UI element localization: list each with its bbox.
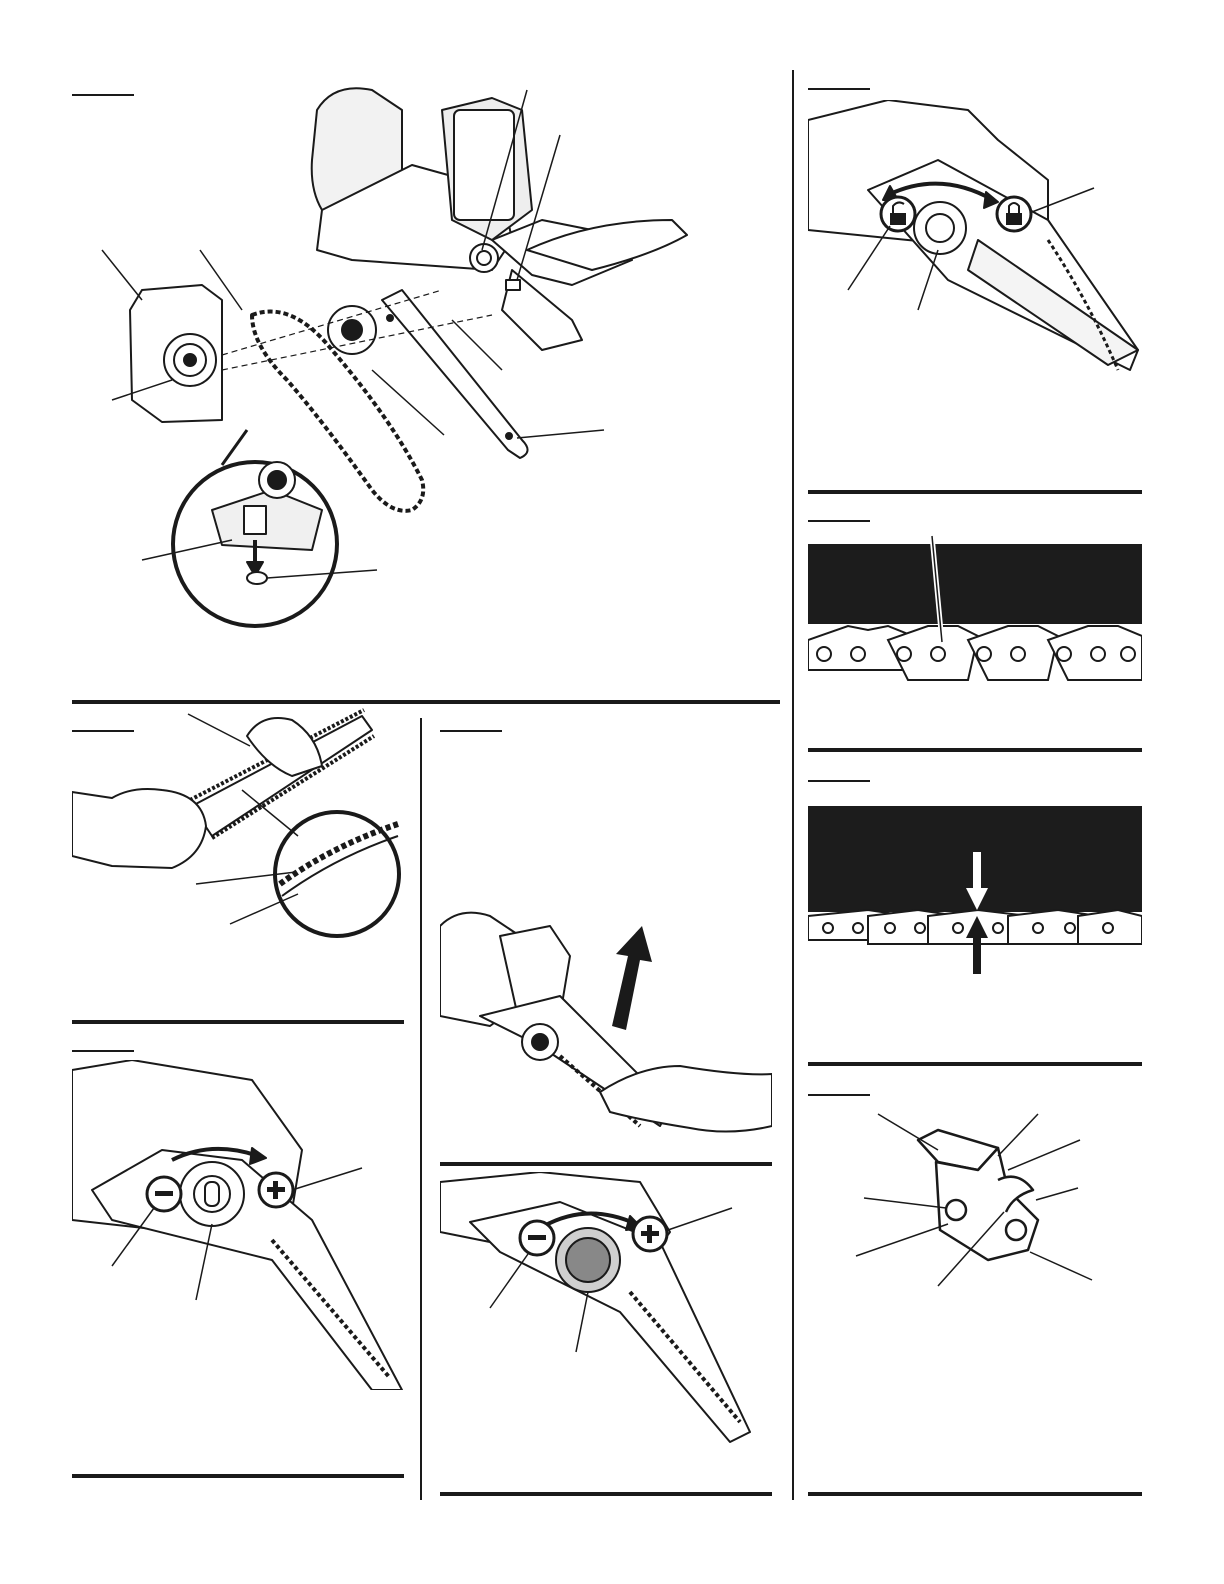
lift-bar-illustration (440, 906, 772, 1150)
fig-tag-link (808, 520, 870, 522)
lock-icon (997, 197, 1031, 231)
plus-icon (633, 1217, 667, 1251)
rule-under-gauge (808, 1062, 1142, 1066)
arrow-up-icon (612, 926, 652, 1030)
fig-tag-gauge (808, 780, 870, 782)
fig-tag-lock (808, 88, 870, 90)
rule-under-lock (808, 490, 1142, 494)
column-divider-middle (420, 718, 422, 1500)
rule-under-glove (72, 1020, 404, 1024)
rule-under-lift (440, 1162, 772, 1166)
figure-exploded-assembly (72, 70, 780, 690)
tension-knob-2-illustration (440, 1172, 772, 1472)
fig-tag-lift (440, 730, 502, 732)
assembly-illustration (72, 70, 780, 690)
figure-gloved-chain-check (72, 706, 404, 942)
cutter-parts-illustration (808, 1100, 1142, 1300)
rule-bottom-right (808, 1492, 1142, 1496)
fig-tag-parts (808, 1094, 870, 1096)
rule-under-link (808, 748, 1142, 752)
gloved-chain-illustration (72, 706, 404, 942)
figure-lift-bar (440, 906, 772, 1150)
unlock-icon (881, 197, 915, 231)
bar-lock-illustration (808, 100, 1142, 480)
tension-knob-illustration (72, 1060, 404, 1390)
figure-cutter-parts (808, 1100, 1142, 1300)
tension-gauge-illustration (808, 790, 1142, 990)
column-divider-right (792, 70, 794, 1500)
figure-chain-link (808, 530, 1142, 730)
rule-bottom-middle (440, 1492, 772, 1496)
minus-icon (520, 1221, 554, 1255)
figure-bar-lock (808, 100, 1142, 480)
rule-under-assembly (72, 700, 780, 704)
plus-icon (259, 1173, 293, 1207)
chain-link-illustration (808, 530, 1142, 730)
figure-tension-knob-2 (440, 1172, 772, 1472)
minus-icon (147, 1177, 181, 1211)
figure-tension-knob (72, 1060, 404, 1390)
rule-bottom-left (72, 1474, 404, 1478)
fig-tag-knob (72, 1050, 134, 1052)
figure-chain-tension-gauge (808, 790, 1142, 990)
